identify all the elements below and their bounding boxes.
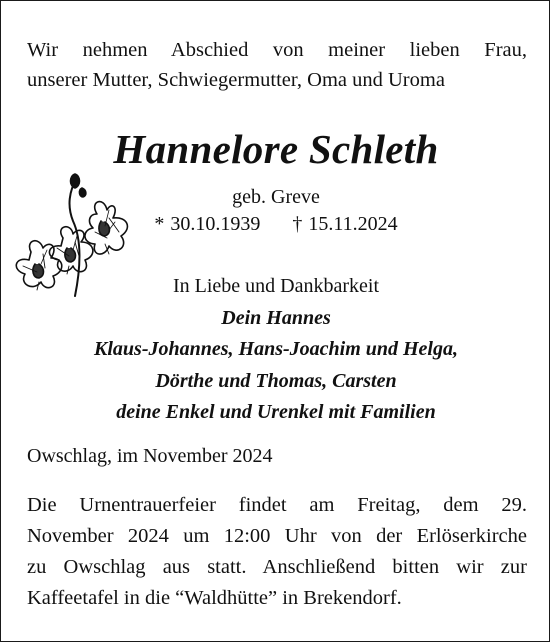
- notice-line: Die Urnentrauerfeier findet am Freitag, dem 29.: [27, 494, 527, 516]
- intro-line-1: Wir nehmen Abschied von meiner lieben Frau,: [27, 39, 527, 61]
- mourners-block: [1, 271, 550, 429]
- birth-name: geb. Greve: [232, 186, 320, 208]
- mourner-line: Dein Hannes: [221, 306, 331, 329]
- mourner-line: Dörthe und Thomas, Carsten: [155, 369, 397, 392]
- notice-line: November 2024 um 12:00 Uhr von der Erlöserkirche: [27, 525, 527, 547]
- mourner-line: deine Enkel und Urenkel mit Familien: [116, 401, 436, 423]
- birth-date: * 30.10.1939: [154, 213, 261, 235]
- notice-line: Kaffeetafel in die “Waldhütte” in Brekendorf.: [27, 587, 402, 609]
- funeral-notice: [27, 490, 527, 614]
- place-date: Owschlag, im November 2024: [27, 445, 273, 467]
- life-dates: [101, 213, 451, 236]
- intro-line-2: unserer Mutter, Schwiegermutter, Oma und Uroma: [27, 69, 445, 91]
- deceased-name: Hannelore Schleth: [113, 126, 439, 172]
- death-date: † 15.11.2024: [292, 213, 398, 235]
- mourner-line: Klaus-Johannes, Hans-Joachim und Helga,: [94, 338, 458, 360]
- notice-line: zu Owschlag aus statt. Anschließend bitten wir zur: [27, 556, 527, 578]
- intro-text: [27, 35, 527, 95]
- mourners-intro: In Liebe und Dankbarkeit: [172, 275, 380, 297]
